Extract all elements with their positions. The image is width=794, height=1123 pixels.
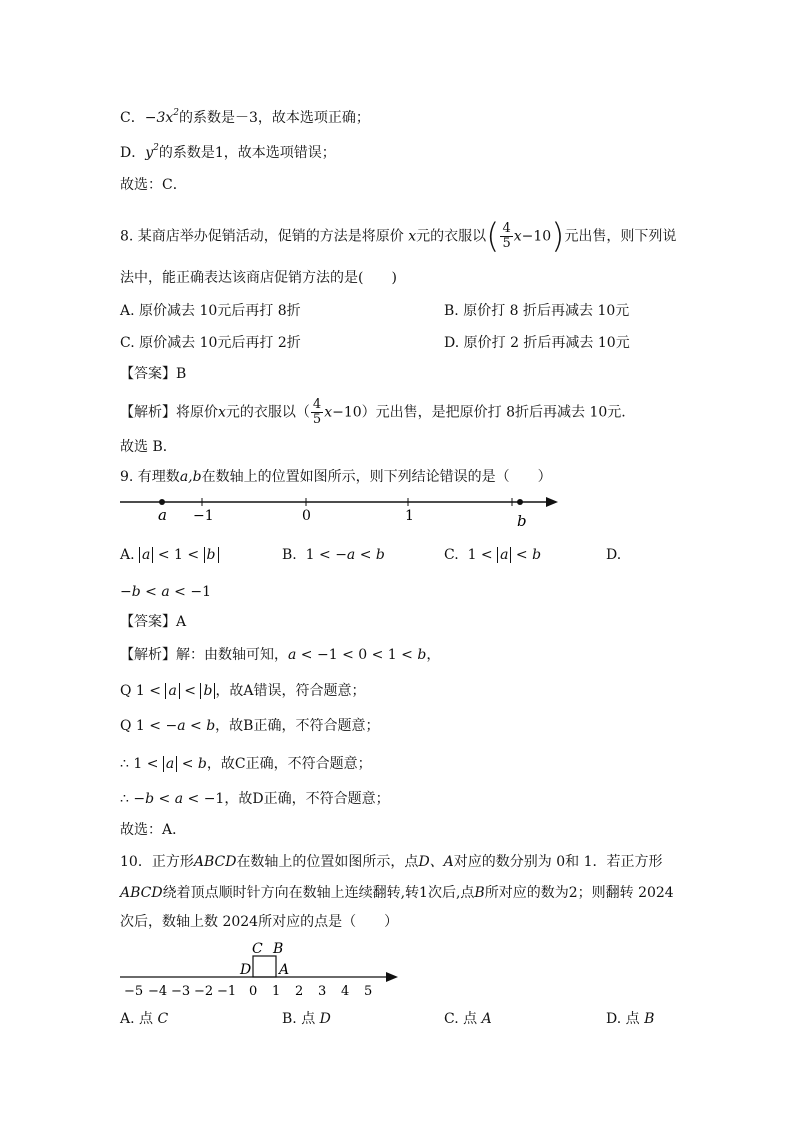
label-0: 0 [302, 508, 311, 524]
tick-neg4: −4 [148, 984, 168, 998]
tick-neg1: −1 [217, 984, 237, 998]
fraction: $\frac{4}{5}$ [502, 221, 511, 251]
tick-3: 3 [318, 984, 327, 998]
tick-neg2: −2 [194, 984, 214, 998]
question-8-line-2: 法中，能正确表达该商店促销方法的是( ) [120, 270, 397, 286]
question-8-line-1 [120, 216, 677, 257]
text: ）元出售，是把原价打 8折后再减去 10元. [361, 404, 626, 421]
conclusion-3: 故选：A． [120, 822, 187, 838]
var: A [481, 1011, 492, 1027]
question-10-line-2 [120, 883, 674, 903]
label-B: B [273, 941, 284, 957]
text: 绕着顶点顺时针方向在数轴上连续翻转,转1次后,点 [162, 885, 475, 901]
explanation-label: 【解析】 [120, 404, 176, 421]
label-A: A [279, 962, 290, 978]
answer-label: 【答案】 [120, 614, 176, 630]
label-a: a [158, 506, 167, 524]
label: C. 点 [444, 1011, 478, 1027]
tick-neg5: −5 [124, 984, 144, 998]
math: x [513, 228, 522, 245]
conclusion-2: 故选 B． [120, 439, 177, 455]
var: ABCD [120, 885, 163, 901]
tick-0: 0 [249, 984, 258, 998]
q9-reason-2: Q 1 < −a < b，故B正确，不符合题意； [120, 718, 380, 734]
q8-option-c: C. 原价减去 10元后再打 2折 [120, 335, 301, 351]
q8-option-d: D. 原价打 2 折后再减去 10元 [444, 335, 630, 351]
number-line-q10 [118, 938, 408, 998]
q8-explanation: 【解析】将原价x元的衣服以（ $\frac{4}{5}$ x−10）元出售，是把原价打 8折后再减去 10元. [120, 397, 626, 427]
label-1: 1 [405, 508, 414, 524]
q9-option-d: D. [606, 547, 622, 563]
text: 8. 某商店举办促销活动，促销的方法是将原价 [120, 228, 404, 245]
fraction: $\frac{4}{5}$ [312, 397, 322, 427]
square-abcd [253, 956, 276, 977]
text: 将原价 [176, 404, 218, 421]
text: ，故D正确，不符合题意； [224, 791, 390, 807]
tick-neg3: −3 [171, 984, 191, 998]
math: $y^2$ [145, 143, 159, 161]
var: D、A [418, 854, 454, 870]
conclusion-1: 故选：C． [120, 177, 187, 193]
label-C: C [252, 941, 263, 957]
q10-option-b [282, 1009, 331, 1029]
text: 元出售，则下列说 [564, 228, 677, 245]
text: 元的衣服以（ [225, 404, 310, 421]
q9-option-a: A. a < 1 < b [120, 545, 219, 565]
var: C [157, 1011, 169, 1027]
number-line-q9 [118, 492, 563, 532]
q9-answer [120, 612, 186, 632]
q9-reason-4: ∴ −b < a < −1，故D正确，不符合题意； [120, 791, 390, 807]
text: ，故C正确，不符合题意； [206, 756, 372, 772]
q9-explanation: 【解析】解：由数轴可知，a < −1 < 0 < 1 < b， [120, 647, 441, 663]
label-b: b [517, 512, 527, 530]
q8-option-a: A. 原价减去 10元后再打 8折 [120, 303, 301, 319]
label: A. [120, 547, 135, 563]
answer-value: A [176, 614, 187, 630]
label: D． [120, 145, 146, 161]
q9-option-c: C. 1 < a < b [444, 547, 542, 563]
question-10-line-3: 次后，数轴上数 2024所对应的点是（ ） [120, 914, 399, 930]
var: D [319, 1011, 331, 1027]
text: 的系数是1，故本选项错误； [158, 145, 336, 161]
option-d-line [120, 138, 336, 163]
label: B. 点 [282, 1011, 316, 1027]
q10-option-c [444, 1009, 492, 1029]
label: D. 点 [606, 1011, 640, 1027]
text: ，故B正确，不符合题意； [215, 718, 380, 734]
q8-option-b: B. 原价打 8 折后再减去 10元 [444, 303, 630, 319]
var: ABCD [193, 854, 237, 870]
text: 对应的数分别为 0和 1．若正方形 [453, 854, 663, 870]
point-a [159, 499, 165, 505]
text: 元的衣服以 [416, 228, 487, 245]
option-c-line [120, 103, 370, 128]
vars: a,b [179, 469, 202, 485]
q9-option-b: B. 1 < −a < b [282, 547, 385, 563]
answer-value: B [176, 366, 187, 382]
q9-reason-1: Q 1 < a < b ，故A错误，符合题意； [120, 683, 366, 699]
explanation-label: 【解析】 [120, 647, 176, 663]
q10-option-a [120, 1009, 168, 1029]
paren-right: ) [551, 216, 565, 257]
tick-1: 1 [272, 984, 281, 998]
text: 的系数是－3，故本选项正确； [179, 110, 370, 126]
text: 在数轴上的位置如图所示，点 [236, 854, 419, 870]
var: x [218, 404, 226, 421]
label: C. [444, 547, 459, 563]
q9-option-d-cont: −b < a < −1 [120, 584, 211, 600]
math: −10 [521, 228, 552, 245]
label-D: D [240, 962, 252, 978]
question-10-line-1 [120, 852, 663, 872]
q10-option-d [606, 1009, 654, 1029]
tick-5: 5 [364, 984, 373, 998]
label-neg1: −1 [193, 508, 214, 524]
answer-label: 【答案】 [120, 366, 176, 382]
var: B [644, 1011, 655, 1027]
q8-answer [120, 364, 186, 384]
label: C． [120, 110, 145, 126]
tick-2: 2 [295, 984, 304, 998]
text: 解：由数轴可知， [176, 647, 288, 663]
text: ，故A错误，符合题意； [215, 683, 366, 699]
text: 所对应的数为2；则翻转 2024 [484, 885, 674, 901]
q9-reason-3: ∴ 1 < a < b，故C正确，不符合题意； [120, 756, 372, 772]
text: 9. 有理数 [120, 469, 180, 485]
paren-left: ( [486, 216, 500, 257]
math: $-3x^2$ [144, 108, 179, 126]
label: B. [282, 547, 297, 563]
point-b [517, 499, 523, 505]
text: 10．正方形 [120, 854, 194, 870]
tick-4: 4 [341, 984, 350, 998]
label: A. 点 [120, 1011, 154, 1027]
var: x [408, 228, 417, 245]
var: B [474, 885, 485, 901]
question-9 [120, 467, 552, 487]
text: 在数轴上的位置如图所示，则下列结论错误的是（ ） [201, 469, 552, 485]
expr: −3x [144, 110, 174, 126]
